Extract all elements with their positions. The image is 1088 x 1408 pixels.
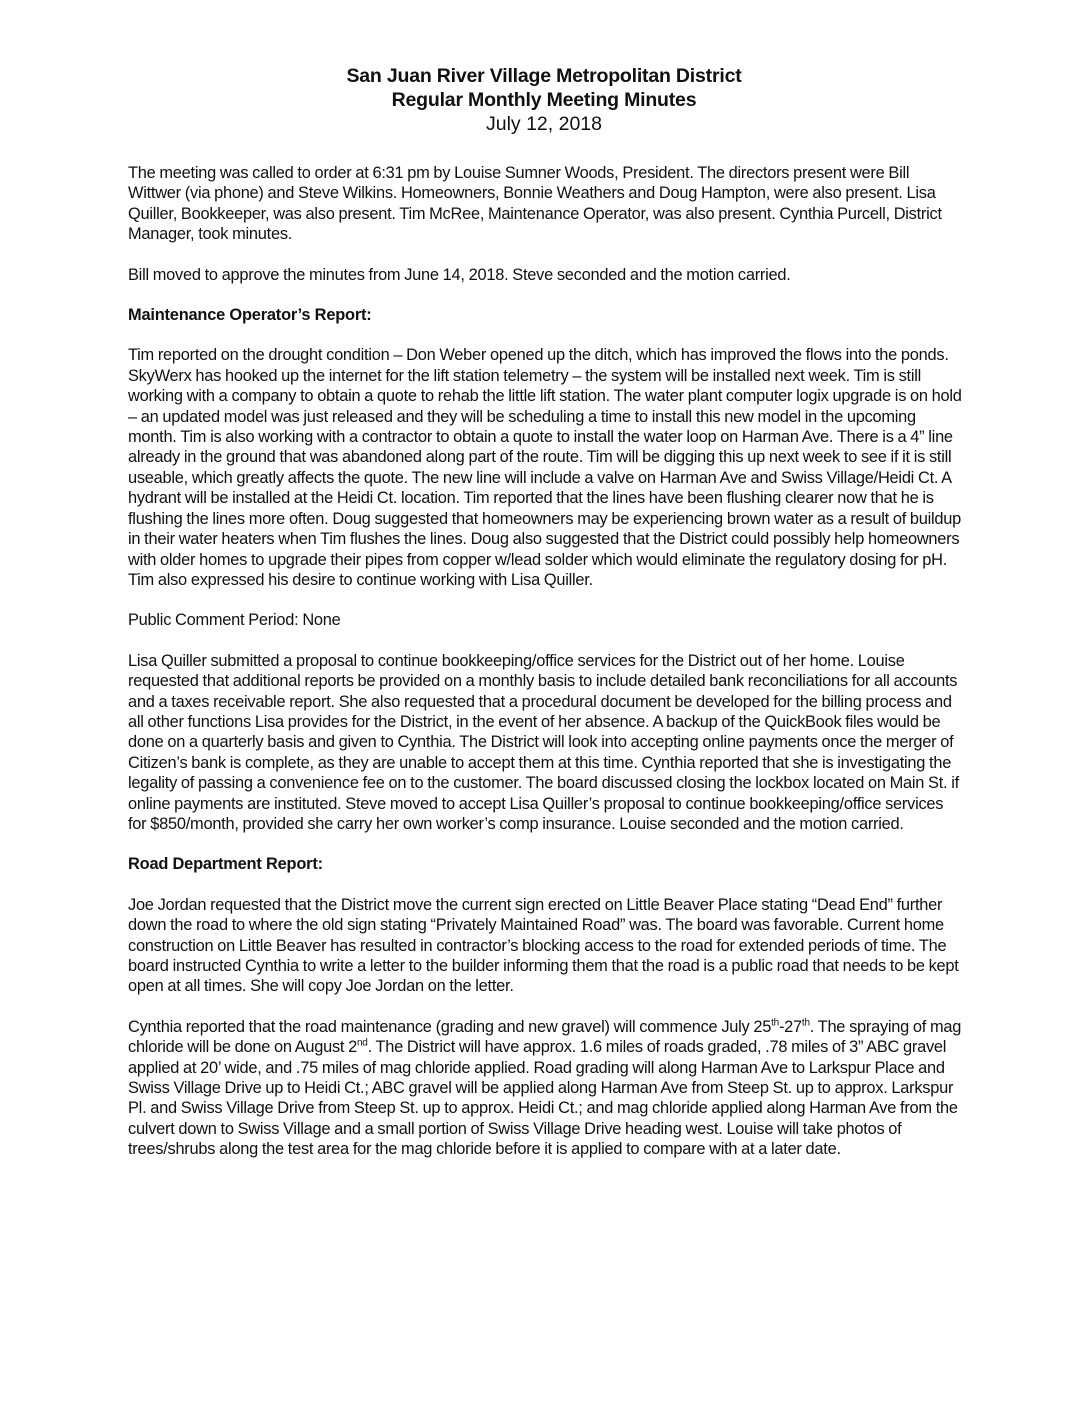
ordinal-suffix: th [771, 1017, 779, 1029]
ordinal-suffix: nd [357, 1037, 368, 1049]
bookkeeping-proposal-paragraph: Lisa Quiller submitted a proposal to continue bookkeeping/office services for the District out of her home. Louise requested that additional reports be provided on a monthly basis to include detailed bank reconciliations for all accounts and a taxes receivable report. She also requested that a procedural document be developed for the billing process and all other functions Lisa provides for the District, in the event of her absence. A backup of the QuickBook files would be done on a quarterly basis and given to Cynthia. The District will look into accepting online payments once the merger of Citizen’s bank is complete, as they are unable to accept them at this time. Cynthia reported that she is investigating the legality of passing a convenience fee on to the customer. The board discussed closing the lockbox located on Main St. if online payments are instituted. Steve moved to accept Lisa Quiller’s proposal to continue bookkeeping/office services for $850/month, provided she carry her own worker’s comp insurance. Louise seconded and the motion carried. [128, 651, 959, 833]
road-maintenance-paragraph [128, 1017, 964, 1160]
road-maintenance-text: Cynthia reported that the road maintenance (grading and new gravel) will commence July 25 [128, 1017, 772, 1036]
minutes-body [128, 163, 964, 1180]
approve-minutes-paragraph: Bill moved to approve the minutes from June 14, 2018. Steve seconded and the motion carried. [128, 265, 791, 284]
road-sign-paragraph: Joe Jordan requested that the District move the current sign erected on Little Beaver Place stating “Dead End” further down the road to where the old sign stating “Privately Maintained Road” was. The board was favorable. Current home construction on Little Beaver has resulted in contractor’s blocking access to the road for extended periods of time. The board instructed Cynthia to write a letter to the builder informing them that the road is a public road that needs to be kept open at all times. She will copy Joe Jordan on the letter. [128, 895, 959, 996]
road-maintenance-text: . The spraying of mag chloride will be done on August 2 [128, 1017, 962, 1057]
road-maintenance-text: . The District will have approx. 1.6 miles of roads graded, .78 miles of 3” ABC gravel applied at 20’ wide, and .75 miles of mag chloride applied. Road grading will along Harman Ave to Larkspur Place and Swiss Village Drive up to Heidi Ct.; ABC gravel will be applied along Harman Ave from Steep St. up to approx. Larkspur Pl. and Swiss Village Drive from Steep St. up to approx. Heidi Ct.; and mag chloride applied along Harman Ave from the culvert down to Swiss Village and a small portion of Swiss Village Drive heading west. Louise will take photos of trees/shrubs along the test area for the mag chloride before it is applied to compare with at a later date. [128, 1038, 958, 1159]
meeting-minutes-title: Regular Monthly Meeting Minutes [391, 89, 697, 111]
document-header [0, 64, 1088, 136]
maintenance-report-paragraph: Tim reported on the drought condition – Don Weber opened up the ditch, which has improved the flows into the ponds. SkyWerx has hooked up the internet for the lift station telemetry – the system will be installed next week. Tim is still working with a company to obtain a quote to rehab the little lift station. The water plant computer logix upgrade is on hold – an updated model was just released and they will be scheduling a time to install this new model in the upcoming month. Tim is also working with a contractor to obtain a quote to install the water loop on Harman Ave. There is a 4” line already in the ground that was abandoned along part of the route. Tim will be digging this up next week to see if it is still useable, which greatly affects the quote. The new line will include a valve on Harman Ave and Swiss Village/Heidi Ct. A hydrant will be installed at the Heidi Ct. location. Tim reported that the lines have been flushing clearer now that he is flushing the lines more often. Doug suggested that homeowners may be experiencing brown water as a result of buildup in their water heaters when Tim flushes the lines. Doug also suggested that the District could possibly help homeowners with older homes to upgrade their pipes from copper w/lead solder which would eliminate the regulatory dosing for pH. Tim also expressed his desire to continue working with Lisa Quiller. [128, 346, 962, 589]
call-to-order-paragraph: The meeting was called to order at 6:31 pm by Louise Sumner Woods, President. The directors present were Bill Wittwer (via phone) and Steve Wilkins. Homeowners, Bonnie Weathers and Doug Hampton, were also present. Lisa Quiller, Bookkeeper, was also present. Tim McRee, Maintenance Operator, was also present. Cynthia Purcell, District Manager, took minutes. [128, 164, 942, 244]
road-department-heading: Road Department Report: [128, 855, 323, 874]
public-comment-paragraph: Public Comment Period: None [128, 611, 341, 630]
ordinal-suffix: th [801, 1017, 810, 1029]
district-name-title: San Juan River Village Metropolitan District [346, 65, 742, 87]
maintenance-report-heading: Maintenance Operator’s Report: [128, 306, 372, 325]
meeting-date: July 12, 2018 [485, 113, 602, 135]
road-maintenance-text: -27 [778, 1017, 802, 1036]
